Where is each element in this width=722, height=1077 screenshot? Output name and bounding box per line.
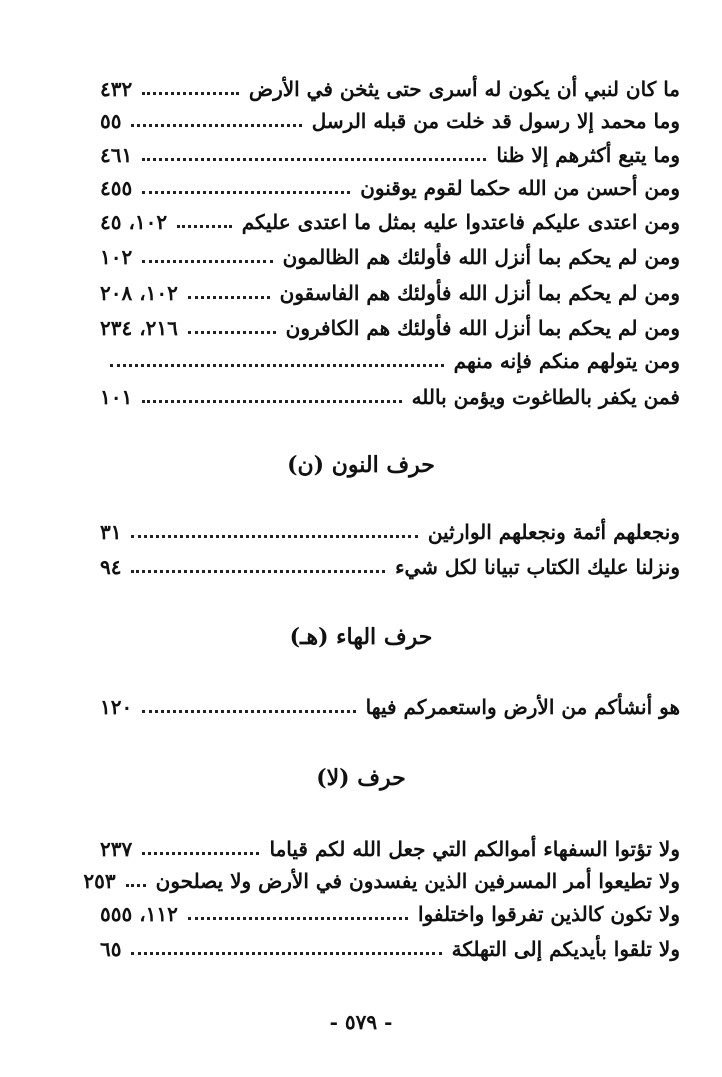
entry-text: ومن لم يحكم بما أنزل الله فأولئك هم الفاسقون [279,281,680,305]
entry-text: ولا تطيعوا أمر المسرفين الذين يفسدون في الأرض ولا يصلحون [155,869,680,893]
entry-text: فمن يكفر بالطاغوت ويؤمن بالله [411,385,680,409]
entry-text: ومن يتولهم منكم فإنه منهم [453,349,680,373]
index-entry [100,240,680,274]
entry-pages: ١١٢، ٥٥٥ [100,902,178,926]
entry-pages: ٢٣٧ [100,837,133,861]
index-entry [100,932,680,966]
entry-pages: ١٠٢، ٤٥ [100,210,168,234]
dot-leader [142,183,350,194]
dot-leader [142,844,259,855]
dot-leader [142,702,355,713]
dot-leader [142,150,486,161]
entry-text: ومن لم يحكم بما أنزل الله فأولئك هم الظالمون [282,245,680,269]
index-entry [100,515,680,549]
entry-pages: ٢٥٣ [83,869,116,893]
entry-pages: ٢١٦، ٢٣٤ [100,316,178,340]
index-entry [100,276,680,310]
index-entry [83,864,680,898]
entry-text: ونزلنا عليك الكتاب تبيانا لكل شيء [395,555,680,579]
dot-leader [188,288,270,299]
index-entry [100,72,680,106]
dot-leader [126,876,146,887]
entry-pages: ٤٦١ [100,143,133,167]
entry-pages: ٤٥٥ [100,176,133,200]
entry-text: وما محمد إلا رسول قد خلت من قبله الرسل [311,109,680,133]
section-heading: حرف (لا) [316,765,406,791]
index-entry [100,832,680,866]
dot-leader [131,116,301,127]
entry-text: ولا تلقوا بأيديكم إلى التهلكة [451,937,680,961]
entry-text: وما يتبع أكثرهم إلا ظنا [496,143,680,167]
index-entry [100,104,680,138]
index-entry [100,344,680,378]
dot-leader [131,944,441,955]
index-entry [100,171,680,205]
dot-leader [142,84,239,95]
dot-leader [177,217,232,228]
entry-pages: ٦٥ [100,937,122,961]
index-entry [100,311,680,345]
entry-pages: ١٠٢ [100,245,133,269]
entry-text: ولا تؤتوا السفهاء أموالكم التي جعل الله لكم قياما [269,837,680,861]
dot-leader [131,527,417,538]
dot-leader [188,323,276,334]
index-entry [100,380,680,414]
entry-pages: ٣١ [100,520,122,544]
index-entry [100,550,680,584]
entry-pages: ١٢٠ [100,695,133,719]
entry-pages: ٤٣٢ [100,77,133,101]
dot-leader [142,392,401,403]
dot-leader [188,909,408,920]
entry-pages: ٩٤ [100,555,122,579]
entry-text: ما كان لنبي أن يكون له أسرى حتى يثخن في الأرض [248,77,680,101]
index-entry [100,897,680,931]
entry-pages: ١٠١ [100,385,133,409]
entry-text: هو أنشأكم من الأرض واستعمركم فيها [365,695,680,719]
index-entry [100,205,680,239]
entry-text: ومن لم يحكم بما أنزل الله فأولئك هم الكافرون [285,316,680,340]
entry-text: ونجعلهم أئمة ونجعلهم الوارثين [427,520,680,544]
entry-pages: ١٠٢، ٢٠٨ [100,281,178,305]
entry-pages: ٥٥ [100,109,122,133]
entry-text: ولا تكون كالذين تفرقوا واختلفوا [418,902,680,926]
section-heading: حرف الهاء (هـ) [289,624,433,650]
page-number: - ٥٧٩ - [329,1010,393,1034]
section-heading: حرف النون (ن) [287,452,435,478]
index-entry [100,138,680,172]
index-entry [100,690,680,724]
dot-leader [110,356,444,367]
dot-leader [142,252,272,263]
dot-leader [131,562,385,573]
entry-text: ومن أحسن من الله حكما لقوم يوقنون [360,176,680,200]
entry-text: ومن اعتدى عليكم فاعتدوا عليه بمثل ما اعتدى عليكم [241,210,680,234]
